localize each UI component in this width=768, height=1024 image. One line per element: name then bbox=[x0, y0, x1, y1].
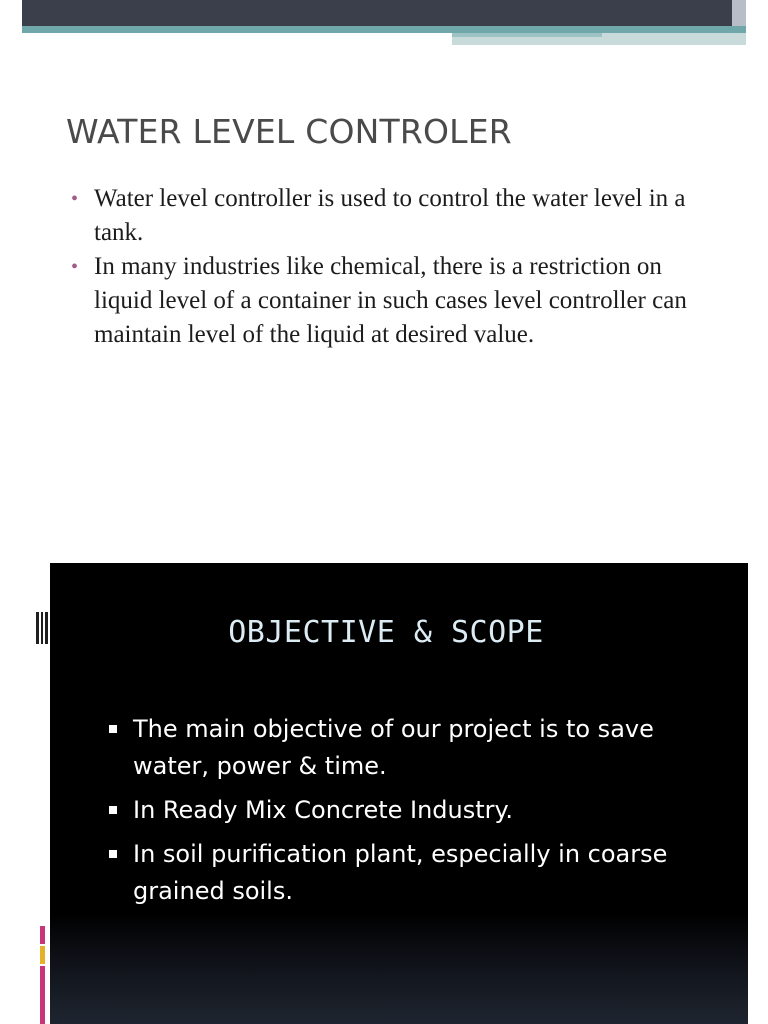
slide-title: OBJECTIVE & SCOPE bbox=[228, 615, 544, 650]
list-item bbox=[106, 792, 706, 829]
bullet-dot-icon: • bbox=[71, 256, 79, 278]
square-bullet-icon bbox=[109, 806, 117, 814]
bullet-text: In soil purification plant, especially in coarse grained soils. bbox=[133, 840, 668, 905]
bullet-list bbox=[106, 711, 706, 917]
slide-objective-scope bbox=[50, 563, 748, 1024]
slide-edge-marker bbox=[36, 612, 48, 644]
slide-title: WATER LEVEL CONTROLER bbox=[66, 112, 512, 151]
list-item bbox=[106, 836, 706, 910]
bullet-list bbox=[70, 182, 710, 352]
list-item bbox=[106, 711, 706, 785]
bullet-text: In many industries like chemical, there is a restriction on liquid level of a container in such cases level controller can maintain level of the liquid at desired value. bbox=[94, 253, 687, 348]
bullet-dot-icon: • bbox=[71, 188, 79, 210]
side-color-bar-top bbox=[40, 926, 45, 944]
square-bullet-icon bbox=[109, 725, 117, 733]
bullet-text: Water level controller is used to control the water level in a tank. bbox=[94, 185, 686, 246]
side-color-bar-bottom bbox=[40, 966, 45, 1024]
list-item bbox=[70, 182, 710, 250]
list-item bbox=[70, 250, 710, 352]
slide-accent-stripe bbox=[22, 26, 746, 33]
slide-header-bar bbox=[22, 0, 746, 26]
square-bullet-icon bbox=[109, 850, 117, 858]
slide-accent-tab-highlight bbox=[452, 33, 602, 37]
bullet-text: The main objective of our project is to save water, power & time. bbox=[133, 715, 654, 780]
side-color-bar-middle bbox=[40, 946, 45, 964]
bullet-text: In Ready Mix Concrete Industry. bbox=[133, 796, 513, 824]
